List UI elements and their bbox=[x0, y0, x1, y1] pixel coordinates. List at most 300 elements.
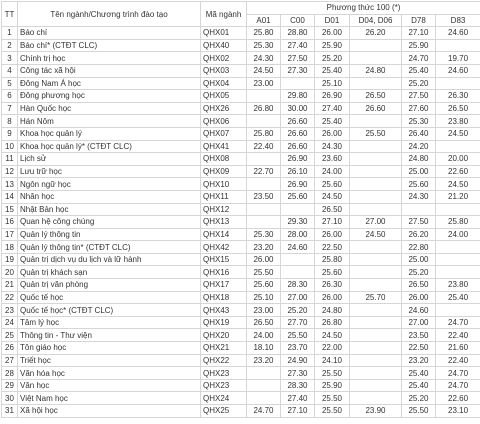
score-c00: 29.30 bbox=[281, 216, 315, 229]
score-c00 bbox=[281, 253, 315, 266]
score-d83 bbox=[436, 77, 480, 90]
score-c00: 26.60 bbox=[281, 115, 315, 128]
score-c00: 26.60 bbox=[281, 140, 315, 153]
score-a01: 25.30 bbox=[247, 39, 281, 52]
score-d01: 25.50 bbox=[315, 392, 350, 405]
score-d83: 21.20 bbox=[436, 190, 480, 203]
table-body bbox=[2, 27, 480, 417]
admission-scores-table bbox=[1, 1, 480, 418]
program-code: QHX43 bbox=[201, 304, 247, 317]
score-d04-d06 bbox=[350, 140, 402, 153]
score-c00 bbox=[281, 77, 315, 90]
score-a01: 23.50 bbox=[247, 190, 281, 203]
score-d01: 25.90 bbox=[315, 39, 350, 52]
score-c00: 28.30 bbox=[281, 279, 315, 292]
program-name: Báo chí bbox=[18, 27, 201, 40]
score-d04-d06 bbox=[350, 190, 402, 203]
program-code: QHX24 bbox=[201, 392, 247, 405]
score-d78: 25.30 bbox=[402, 115, 436, 128]
program-name: Khoa học quản lý bbox=[18, 127, 201, 140]
score-d78: 26.00 bbox=[402, 291, 436, 304]
row-number: 9 bbox=[2, 127, 18, 140]
score-c00: 23.70 bbox=[281, 342, 315, 355]
score-d04-d06 bbox=[350, 153, 402, 166]
program-code: QHX07 bbox=[201, 127, 247, 140]
table-row bbox=[2, 115, 480, 128]
table-row bbox=[2, 153, 480, 166]
score-d78: 26.40 bbox=[402, 127, 436, 140]
header-block-d01: D01 bbox=[315, 14, 350, 27]
program-name: Hàn Quốc học bbox=[18, 102, 201, 115]
score-a01: 24.70 bbox=[247, 405, 281, 418]
program-name: Hán Nôm bbox=[18, 115, 201, 128]
score-d04-d06: 23.90 bbox=[350, 405, 402, 418]
score-d83 bbox=[436, 39, 480, 52]
score-d78: 26.20 bbox=[402, 228, 436, 241]
program-code: QHX08 bbox=[201, 153, 247, 166]
row-number: 12 bbox=[2, 165, 18, 178]
score-d04-d06 bbox=[350, 203, 402, 216]
program-code: QHX42 bbox=[201, 241, 247, 254]
score-a01: 25.60 bbox=[247, 279, 281, 292]
score-d78: 22.50 bbox=[402, 342, 436, 355]
row-number: 24 bbox=[2, 316, 18, 329]
table-row bbox=[2, 127, 480, 140]
score-d83: 23.10 bbox=[436, 405, 480, 418]
program-name: Nhật Bản học bbox=[18, 203, 201, 216]
score-d01: 26.00 bbox=[315, 228, 350, 241]
score-d04-d06 bbox=[350, 178, 402, 191]
score-a01 bbox=[247, 203, 281, 216]
program-name: Văn hóa học bbox=[18, 367, 201, 380]
score-d04-d06 bbox=[350, 367, 402, 380]
program-name: Quốc tế học bbox=[18, 291, 201, 304]
score-d04-d06 bbox=[350, 354, 402, 367]
row-number: 29 bbox=[2, 379, 18, 392]
score-c00: 27.10 bbox=[281, 405, 315, 418]
score-d04-d06 bbox=[350, 329, 402, 342]
score-c00: 29.80 bbox=[281, 90, 315, 103]
score-d01: 22.50 bbox=[315, 241, 350, 254]
score-d01: 25.60 bbox=[315, 266, 350, 279]
score-d83 bbox=[436, 203, 480, 216]
score-d01: 24.00 bbox=[315, 165, 350, 178]
program-code: QHX25 bbox=[201, 405, 247, 418]
score-d04-d06 bbox=[350, 342, 402, 355]
score-a01: 25.50 bbox=[247, 266, 281, 279]
score-d01: 26.00 bbox=[315, 27, 350, 40]
score-d01: 27.10 bbox=[315, 216, 350, 229]
program-name: Khoa học quản lý* (CTĐT CLC) bbox=[18, 140, 201, 153]
score-a01: 22.40 bbox=[247, 140, 281, 153]
program-name: Tôn giáo học bbox=[18, 342, 201, 355]
score-d83: 22.60 bbox=[436, 392, 480, 405]
score-d83: 21.60 bbox=[436, 342, 480, 355]
program-code: QHX23 bbox=[201, 367, 247, 380]
score-d83: 23.80 bbox=[436, 115, 480, 128]
score-c00: 27.00 bbox=[281, 291, 315, 304]
program-code: QHX02 bbox=[201, 52, 247, 65]
program-code: QHX12 bbox=[201, 203, 247, 216]
score-a01: 23.20 bbox=[247, 241, 281, 254]
table-row bbox=[2, 304, 480, 317]
table-row bbox=[2, 102, 480, 115]
program-code: QHX06 bbox=[201, 115, 247, 128]
table-row bbox=[2, 77, 480, 90]
score-a01: 24.30 bbox=[247, 52, 281, 65]
row-number: 22 bbox=[2, 291, 18, 304]
score-a01: 26.50 bbox=[247, 316, 281, 329]
score-d78: 25.40 bbox=[402, 367, 436, 380]
score-a01: 23.00 bbox=[247, 304, 281, 317]
row-number: 16 bbox=[2, 216, 18, 229]
score-d78: 27.00 bbox=[402, 316, 436, 329]
table-row bbox=[2, 354, 480, 367]
score-c00: 26.90 bbox=[281, 153, 315, 166]
program-name: Tâm lý học bbox=[18, 316, 201, 329]
score-d78: 23.50 bbox=[402, 329, 436, 342]
program-name: Nhân học bbox=[18, 190, 201, 203]
score-d83: 24.50 bbox=[436, 178, 480, 191]
table-row bbox=[2, 39, 480, 52]
score-d04-d06 bbox=[350, 241, 402, 254]
score-d78: 23.20 bbox=[402, 354, 436, 367]
table-row bbox=[2, 90, 480, 103]
score-d78: 25.20 bbox=[402, 392, 436, 405]
table-row bbox=[2, 140, 480, 153]
row-number: 14 bbox=[2, 190, 18, 203]
score-d01: 24.30 bbox=[315, 140, 350, 153]
program-name: Đông phương học bbox=[18, 90, 201, 103]
row-number: 19 bbox=[2, 253, 18, 266]
program-code: QHX14 bbox=[201, 228, 247, 241]
table-row bbox=[2, 329, 480, 342]
score-d78: 22.80 bbox=[402, 241, 436, 254]
score-d04-d06: 26.50 bbox=[350, 90, 402, 103]
score-a01 bbox=[247, 392, 281, 405]
table-row bbox=[2, 405, 480, 418]
program-code: QHX11 bbox=[201, 190, 247, 203]
table-row bbox=[2, 266, 480, 279]
program-name: Xã hội học bbox=[18, 405, 201, 418]
score-d83 bbox=[436, 266, 480, 279]
score-d01: 25.40 bbox=[315, 115, 350, 128]
header-block-d83: D83 bbox=[436, 14, 480, 27]
score-d83: 24.50 bbox=[436, 127, 480, 140]
score-d83: 25.80 bbox=[436, 216, 480, 229]
score-d04-d06: 27.00 bbox=[350, 216, 402, 229]
row-number: 5 bbox=[2, 77, 18, 90]
score-d04-d06 bbox=[350, 304, 402, 317]
program-code: QHX20 bbox=[201, 329, 247, 342]
score-d04-d06 bbox=[350, 165, 402, 178]
score-a01: 18.10 bbox=[247, 342, 281, 355]
score-d83: 26.50 bbox=[436, 102, 480, 115]
program-code: QHX26 bbox=[201, 102, 247, 115]
score-d83 bbox=[436, 304, 480, 317]
row-number: 30 bbox=[2, 392, 18, 405]
score-d01: 25.10 bbox=[315, 77, 350, 90]
row-number: 2 bbox=[2, 39, 18, 52]
row-number: 21 bbox=[2, 279, 18, 292]
score-d78: 25.20 bbox=[402, 266, 436, 279]
score-c00: 27.30 bbox=[281, 64, 315, 77]
score-d04-d06 bbox=[350, 316, 402, 329]
score-c00: 25.20 bbox=[281, 304, 315, 317]
score-c00: 27.70 bbox=[281, 316, 315, 329]
score-c00: 24.90 bbox=[281, 354, 315, 367]
score-d83 bbox=[436, 241, 480, 254]
score-d78: 25.50 bbox=[402, 405, 436, 418]
row-number: 23 bbox=[2, 304, 18, 317]
header-code: Mã ngành bbox=[201, 2, 247, 27]
score-d04-d06 bbox=[350, 279, 402, 292]
table-row bbox=[2, 241, 480, 254]
row-number: 11 bbox=[2, 153, 18, 166]
score-a01: 25.80 bbox=[247, 27, 281, 40]
score-d01: 26.00 bbox=[315, 127, 350, 140]
score-a01 bbox=[247, 115, 281, 128]
score-d78: 27.10 bbox=[402, 27, 436, 40]
score-d78: 27.50 bbox=[402, 90, 436, 103]
program-code: QHX16 bbox=[201, 266, 247, 279]
score-d04-d06: 24.50 bbox=[350, 228, 402, 241]
score-d83: 25.40 bbox=[436, 291, 480, 304]
score-d78: 24.80 bbox=[402, 153, 436, 166]
score-d01: 24.50 bbox=[315, 329, 350, 342]
score-c00: 28.00 bbox=[281, 228, 315, 241]
program-code: QHX10 bbox=[201, 178, 247, 191]
program-name: Quản lý thông tin* (CTĐT CLC) bbox=[18, 241, 201, 254]
score-d01: 24.80 bbox=[315, 304, 350, 317]
score-d01: 23.60 bbox=[315, 153, 350, 166]
table-row bbox=[2, 316, 480, 329]
table-row bbox=[2, 342, 480, 355]
program-name: Quản lý thông tin bbox=[18, 228, 201, 241]
table-header bbox=[2, 2, 480, 27]
program-code: QHX23 bbox=[201, 379, 247, 392]
table-row bbox=[2, 228, 480, 241]
score-d04-d06 bbox=[350, 379, 402, 392]
program-name: Báo chí* (CTĐT CLC) bbox=[18, 39, 201, 52]
row-number: 15 bbox=[2, 203, 18, 216]
program-code: QHX21 bbox=[201, 342, 247, 355]
score-d83: 22.40 bbox=[436, 329, 480, 342]
score-d83: 24.00 bbox=[436, 228, 480, 241]
score-c00: 28.30 bbox=[281, 379, 315, 392]
score-d78: 24.70 bbox=[402, 52, 436, 65]
program-name: Ngôn ngữ học bbox=[18, 178, 201, 191]
score-a01: 25.30 bbox=[247, 228, 281, 241]
score-d04-d06 bbox=[350, 39, 402, 52]
score-d01: 25.20 bbox=[315, 52, 350, 65]
row-number: 4 bbox=[2, 64, 18, 77]
score-d01: 24.50 bbox=[315, 190, 350, 203]
score-a01 bbox=[247, 178, 281, 191]
header-block-d04-d06: D04, D06 bbox=[350, 14, 402, 27]
score-d83 bbox=[436, 253, 480, 266]
score-d78: 24.20 bbox=[402, 140, 436, 153]
program-name: Thông tin - Thư viện bbox=[18, 329, 201, 342]
score-d83: 24.60 bbox=[436, 64, 480, 77]
table-row bbox=[2, 64, 480, 77]
score-d01: 25.50 bbox=[315, 405, 350, 418]
score-d78: 25.90 bbox=[402, 39, 436, 52]
score-d04-d06: 25.70 bbox=[350, 291, 402, 304]
program-code: QHX04 bbox=[201, 77, 247, 90]
score-d78: 25.40 bbox=[402, 379, 436, 392]
score-d01: 26.30 bbox=[315, 279, 350, 292]
row-number: 18 bbox=[2, 241, 18, 254]
score-a01: 26.80 bbox=[247, 102, 281, 115]
row-number: 27 bbox=[2, 354, 18, 367]
score-a01: 24.00 bbox=[247, 329, 281, 342]
score-d01: 25.40 bbox=[315, 64, 350, 77]
score-a01: 23.00 bbox=[247, 77, 281, 90]
header-block-d78: D78 bbox=[402, 14, 436, 27]
program-name: Đông Nam Á học bbox=[18, 77, 201, 90]
score-a01: 26.00 bbox=[247, 253, 281, 266]
score-d78 bbox=[402, 203, 436, 216]
score-d01: 27.40 bbox=[315, 102, 350, 115]
program-name: Triết học bbox=[18, 354, 201, 367]
score-d83: 26.30 bbox=[436, 90, 480, 103]
row-number: 3 bbox=[2, 52, 18, 65]
score-a01 bbox=[247, 367, 281, 380]
score-d78: 26.50 bbox=[402, 279, 436, 292]
program-code: QHX15 bbox=[201, 253, 247, 266]
score-a01 bbox=[247, 379, 281, 392]
row-number: 25 bbox=[2, 329, 18, 342]
score-d04-d06 bbox=[350, 77, 402, 90]
score-d04-d06: 24.80 bbox=[350, 64, 402, 77]
table-row bbox=[2, 279, 480, 292]
score-d04-d06 bbox=[350, 253, 402, 266]
program-name: Quốc tế học* (CTĐT CLC) bbox=[18, 304, 201, 317]
program-name: Quản trị khách sạn bbox=[18, 266, 201, 279]
score-a01: 25.80 bbox=[247, 127, 281, 140]
score-d83: 19.70 bbox=[436, 52, 480, 65]
program-name: Công tác xã hội bbox=[18, 64, 201, 77]
score-d01: 25.50 bbox=[315, 367, 350, 380]
program-code: QHX18 bbox=[201, 291, 247, 304]
score-d78: 25.60 bbox=[402, 178, 436, 191]
score-d04-d06 bbox=[350, 392, 402, 405]
score-d83: 24.60 bbox=[436, 27, 480, 40]
program-code: QHX22 bbox=[201, 354, 247, 367]
score-c00: 27.30 bbox=[281, 367, 315, 380]
table-row bbox=[2, 367, 480, 380]
row-number: 31 bbox=[2, 405, 18, 418]
program-code: QHX01 bbox=[201, 27, 247, 40]
row-number: 17 bbox=[2, 228, 18, 241]
program-code: QHX19 bbox=[201, 316, 247, 329]
score-c00: 25.50 bbox=[281, 329, 315, 342]
program-code: QHX17 bbox=[201, 279, 247, 292]
score-d01: 24.10 bbox=[315, 354, 350, 367]
score-d01: 25.90 bbox=[315, 379, 350, 392]
program-name: Lưu trữ học bbox=[18, 165, 201, 178]
table-row bbox=[2, 216, 480, 229]
score-c00 bbox=[281, 266, 315, 279]
score-d78: 27.50 bbox=[402, 216, 436, 229]
score-d83: 23.80 bbox=[436, 279, 480, 292]
score-d83: 24.70 bbox=[436, 367, 480, 380]
score-d78: 24.30 bbox=[402, 190, 436, 203]
score-d04-d06 bbox=[350, 115, 402, 128]
header-tt: TT bbox=[2, 2, 18, 27]
score-d04-d06: 26.60 bbox=[350, 102, 402, 115]
table-row bbox=[2, 27, 480, 40]
score-d01: 22.00 bbox=[315, 342, 350, 355]
score-c00: 26.60 bbox=[281, 127, 315, 140]
score-d01: 26.50 bbox=[315, 203, 350, 216]
row-number: 7 bbox=[2, 102, 18, 115]
program-code: QHX41 bbox=[201, 140, 247, 153]
score-d78: 25.20 bbox=[402, 77, 436, 90]
score-d78: 25.40 bbox=[402, 64, 436, 77]
score-d83: 24.70 bbox=[436, 379, 480, 392]
table-row bbox=[2, 165, 480, 178]
score-d04-d06 bbox=[350, 52, 402, 65]
row-number: 8 bbox=[2, 115, 18, 128]
score-c00: 26.10 bbox=[281, 165, 315, 178]
score-a01 bbox=[247, 153, 281, 166]
table-row bbox=[2, 190, 480, 203]
score-d01: 26.80 bbox=[315, 316, 350, 329]
header-block-c00: C00 bbox=[281, 14, 315, 27]
score-c00 bbox=[281, 203, 315, 216]
score-d83: 22.60 bbox=[436, 165, 480, 178]
score-d83: 22.40 bbox=[436, 354, 480, 367]
score-d83 bbox=[436, 140, 480, 153]
table-row bbox=[2, 253, 480, 266]
program-code: QHX09 bbox=[201, 165, 247, 178]
score-d01: 26.90 bbox=[315, 90, 350, 103]
row-number: 10 bbox=[2, 140, 18, 153]
header-name: Tên ngành/Chương trình đào tạo bbox=[18, 2, 201, 27]
score-c00: 24.60 bbox=[281, 241, 315, 254]
program-name: Văn học bbox=[18, 379, 201, 392]
score-c00: 27.40 bbox=[281, 39, 315, 52]
program-name: Chính trị học bbox=[18, 52, 201, 65]
score-c00: 30.00 bbox=[281, 102, 315, 115]
row-number: 20 bbox=[2, 266, 18, 279]
table-row bbox=[2, 52, 480, 65]
score-d83: 20.00 bbox=[436, 153, 480, 166]
score-d78: 24.60 bbox=[402, 304, 436, 317]
score-d83: 24.70 bbox=[436, 316, 480, 329]
score-a01 bbox=[247, 90, 281, 103]
score-d04-d06: 25.50 bbox=[350, 127, 402, 140]
table-row bbox=[2, 203, 480, 216]
program-name: Quản trị dịch vụ du lịch và lữ hành bbox=[18, 253, 201, 266]
table-row bbox=[2, 392, 480, 405]
program-code: QHX40 bbox=[201, 39, 247, 52]
program-name: Quan hệ công chúng bbox=[18, 216, 201, 229]
row-number: 26 bbox=[2, 342, 18, 355]
score-c00: 25.60 bbox=[281, 190, 315, 203]
score-c00: 26.90 bbox=[281, 178, 315, 191]
row-number: 13 bbox=[2, 178, 18, 191]
program-name: Quản trị văn phòng bbox=[18, 279, 201, 292]
score-a01: 25.10 bbox=[247, 291, 281, 304]
header-block-a01: A01 bbox=[247, 14, 281, 27]
header-method: Phương thức 100 (*) bbox=[247, 2, 480, 15]
score-d78: 25.00 bbox=[402, 253, 436, 266]
row-number: 6 bbox=[2, 90, 18, 103]
score-d78: 27.60 bbox=[402, 102, 436, 115]
